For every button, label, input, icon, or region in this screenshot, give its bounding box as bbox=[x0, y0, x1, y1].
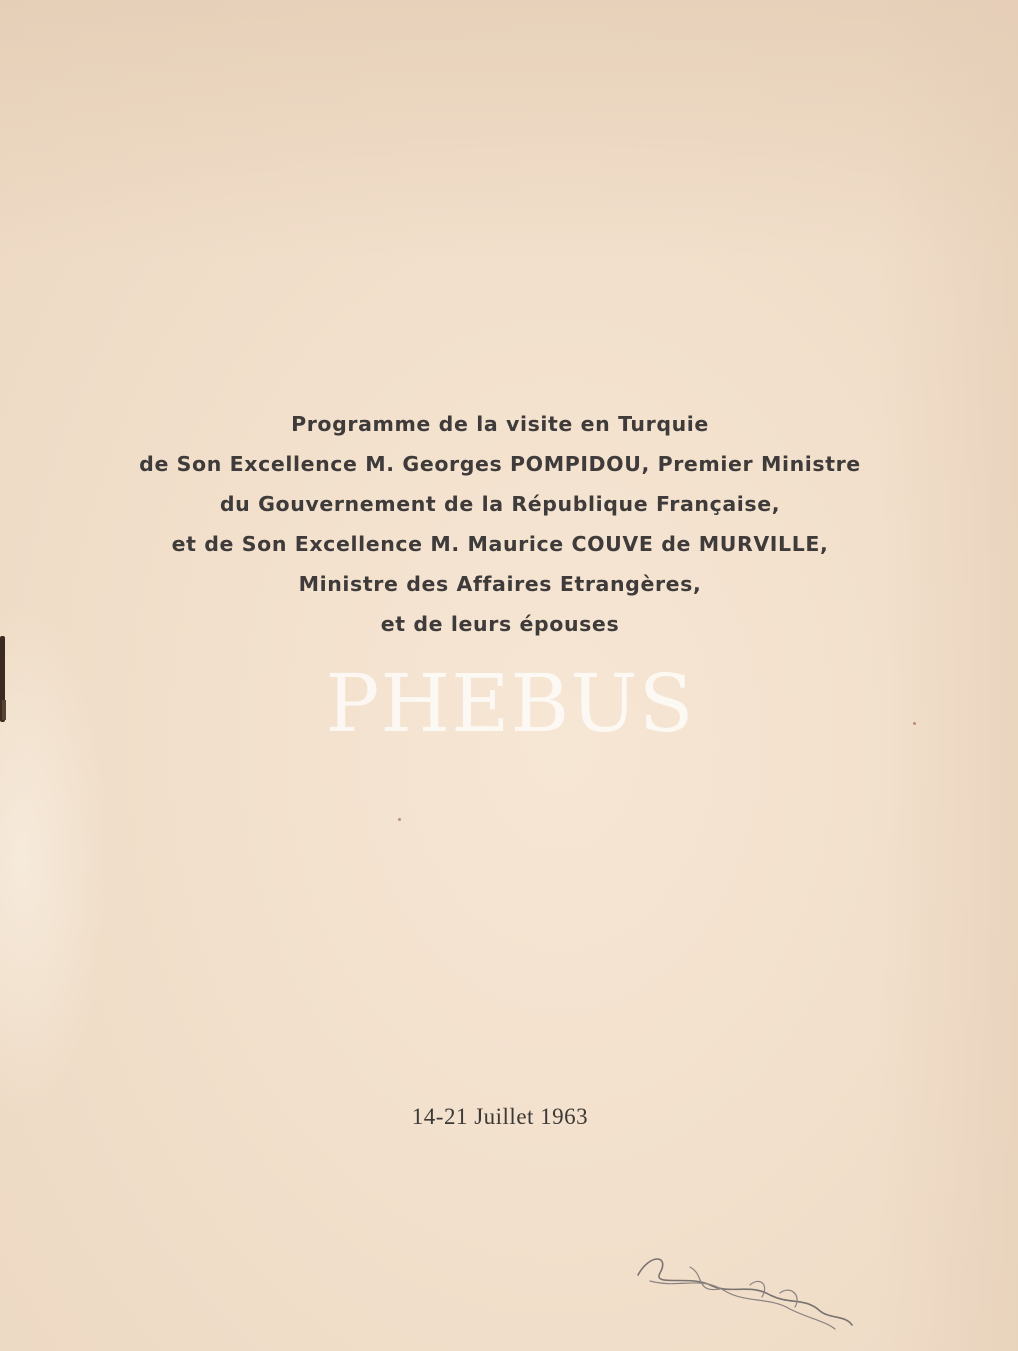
paper-stain-left bbox=[0, 600, 110, 1120]
title-line-5: Ministre des Affaires Etrangères, bbox=[298, 572, 702, 596]
visit-date: 14-21 Juillet 1963 bbox=[411, 1104, 589, 1129]
title-line-6: et de leurs épouses bbox=[380, 612, 620, 636]
title-line-4: et de Son Excellence M. Maurice COUVE de MURVILLE, bbox=[171, 532, 829, 556]
paper-speck bbox=[398, 818, 401, 821]
title-line-1: Programme de la visite en Turquie bbox=[291, 412, 709, 436]
phebus-watermark: PHEBUS bbox=[325, 657, 695, 750]
paper-stain-right bbox=[878, 0, 1018, 1351]
title-line-3: du Gouvernement de la République Française, bbox=[219, 492, 781, 516]
cover-title bbox=[100, 404, 900, 644]
title-line-2: de Son Excellence M. Georges POMPIDOU, Premier Ministre bbox=[139, 452, 861, 476]
paper-speck bbox=[913, 722, 916, 725]
handwritten-signature bbox=[630, 1245, 860, 1335]
binding-staple-mark-lower bbox=[2, 700, 6, 720]
paper-stain-top bbox=[0, 0, 1018, 260]
